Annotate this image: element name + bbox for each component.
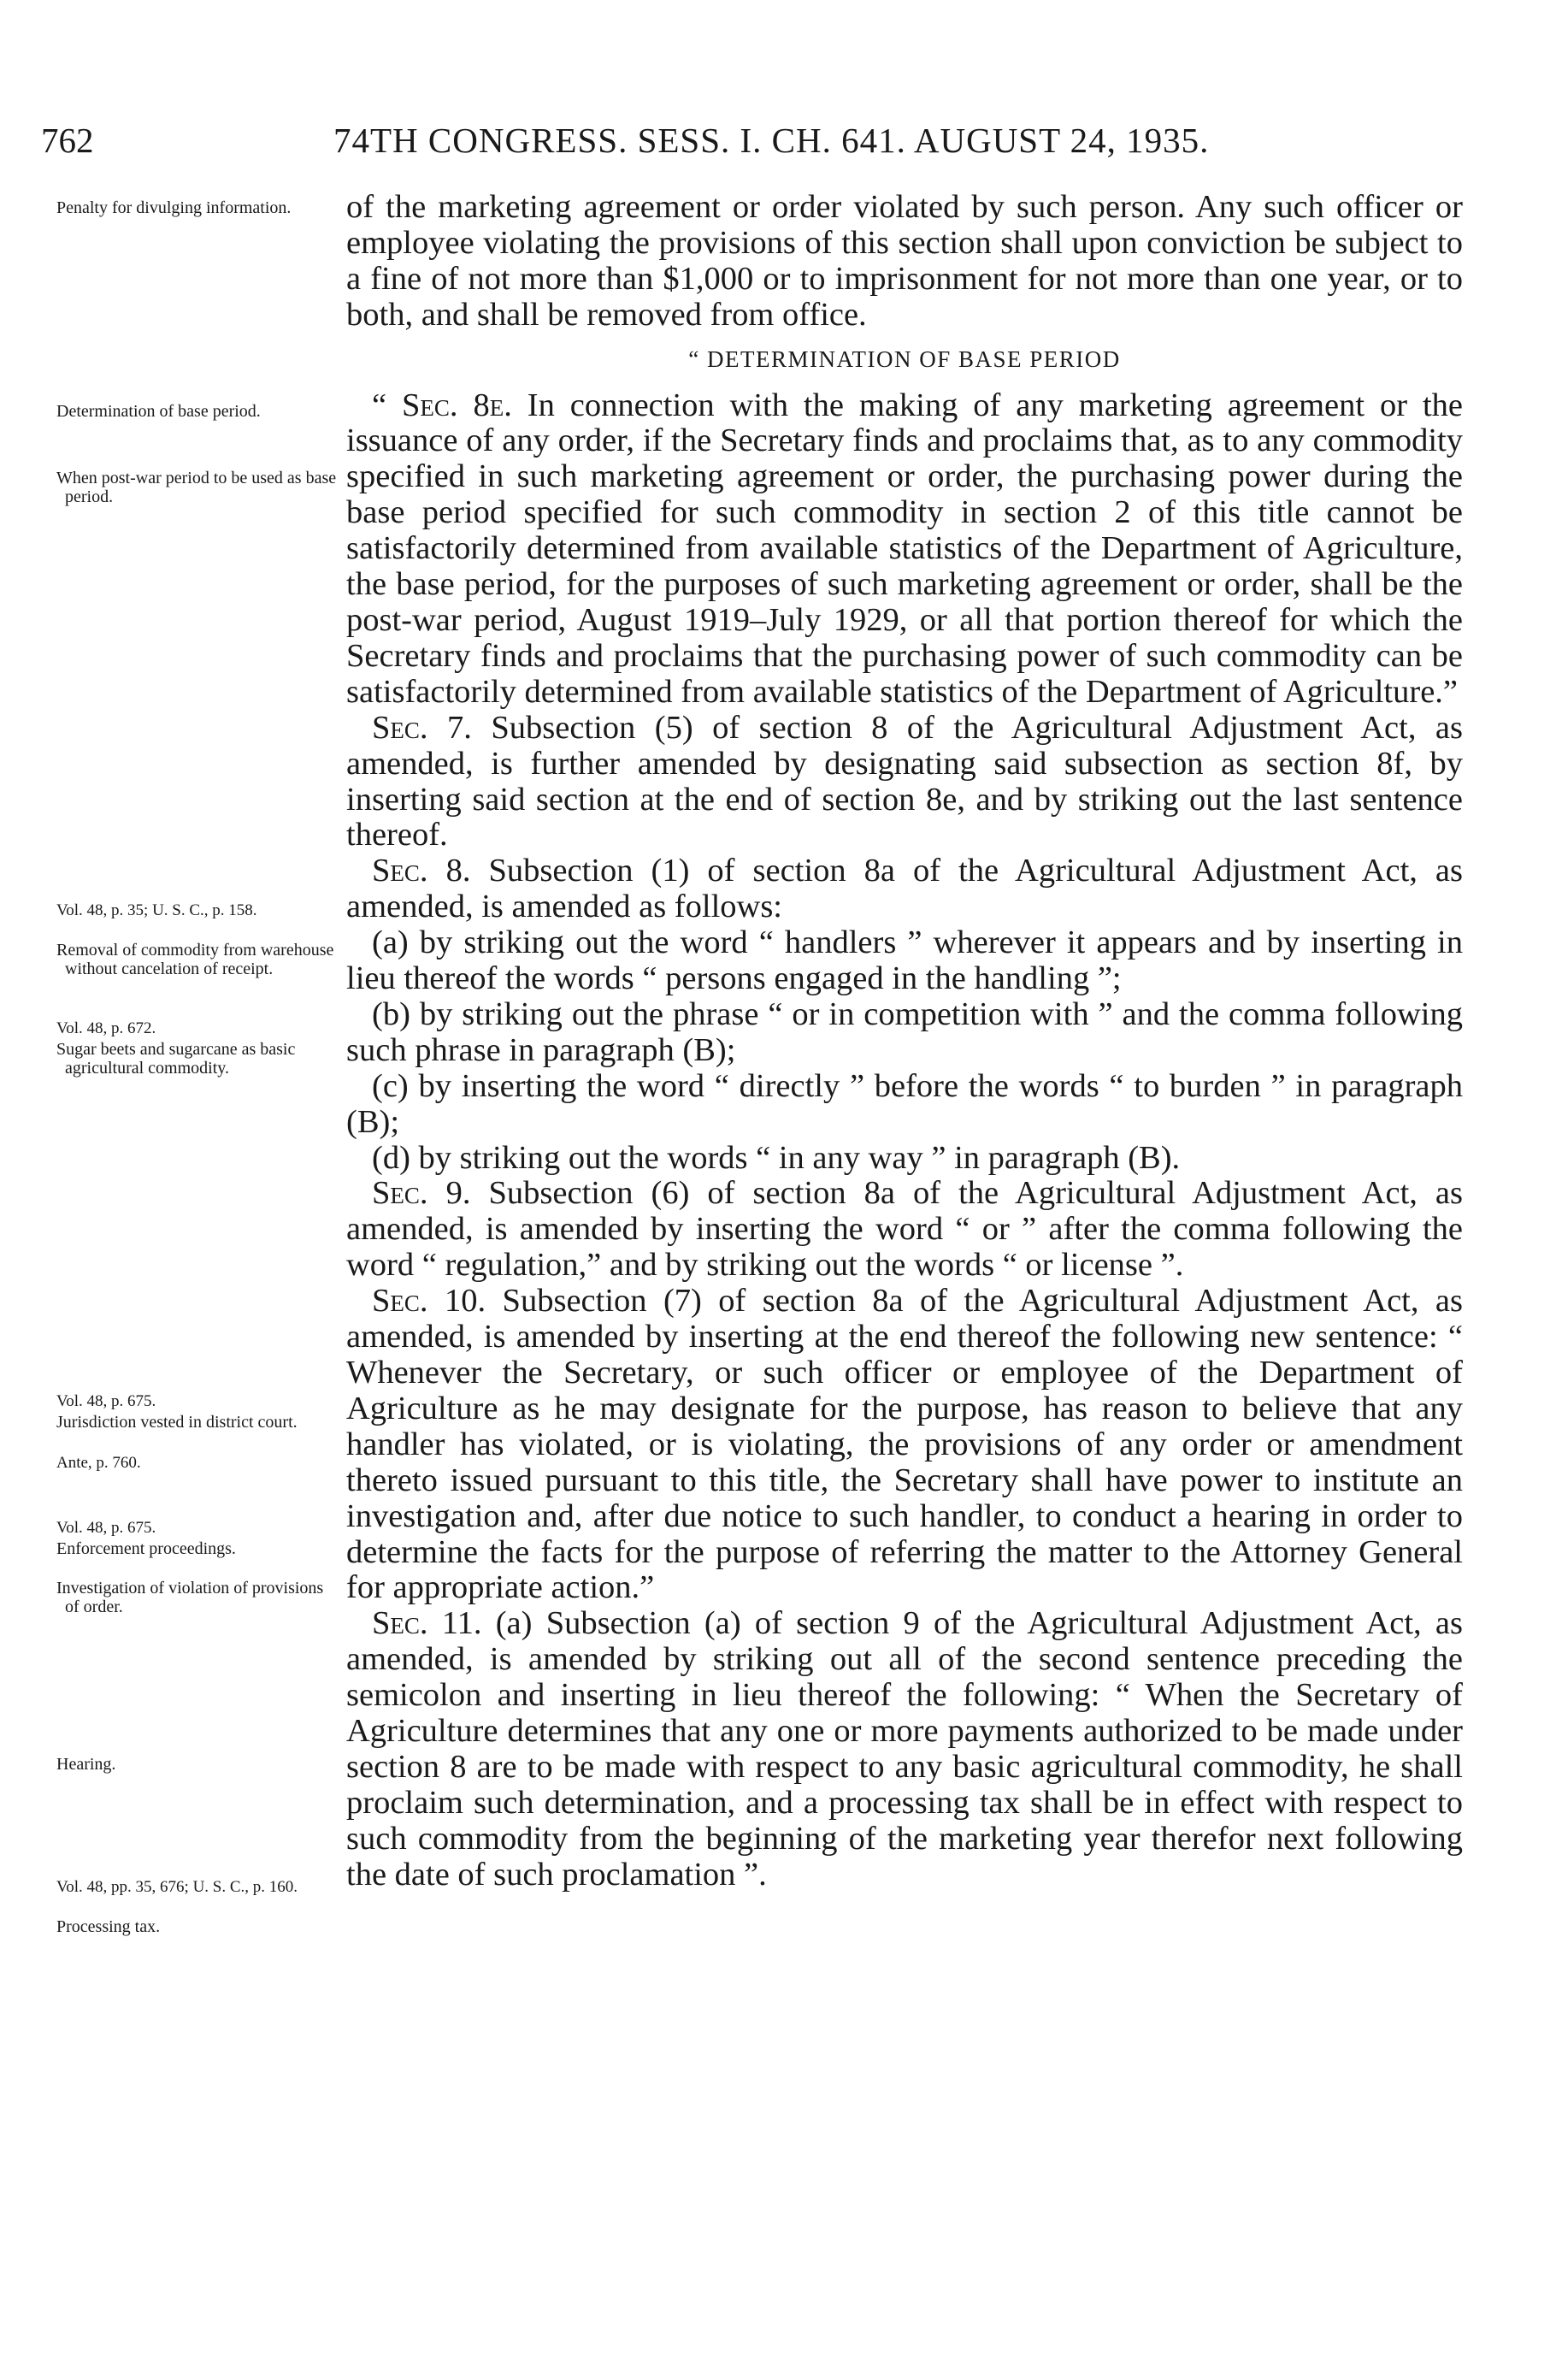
section-heading: “ DETERMINATION OF BASE PERIOD: [688, 345, 1121, 372]
margin-note-ante: Ante, p. 760.: [56, 1454, 141, 1472]
sec-7-text: Subsection (5) of section 8 of the Agricultural Adjustment Act, as amended, is further amended by designating said subsection as section 8f, by inserting said section at the end of section 8e, and by striking out the last sentence thereof.: [346, 709, 1463, 853]
paragraph-sec-9: [346, 1176, 1463, 1284]
sec-8e-text: In connection with the making of any marketing agreement or the issuance of any order, if the Secretary finds and proclaims that, as to any commodity specified in such marketing agreement or order, the purchasing power during the base period specified for such commodity in section 2 of this title cannot be satisfactorily determined from available statistics of the Department of Agriculture, the base period, for the purposes of such marketing agreement or order, shall be the post-war period, August 1919–July 1929, or all that portion thereof for which the Secretary finds and proclaims that the purchasing power of such commodity can be satisfactorily determined from available statistics of the Department of Agriculture.”: [346, 387, 1464, 710]
margin-note-vol48-p675-b: Vol. 48, p. 675.: [56, 1519, 156, 1537]
margin-note-investigation: Investigation of violation of provisions of order.: [56, 1579, 324, 1616]
sec-10-label: Sec. 10.: [372, 1283, 486, 1320]
margin-note-post-war: When post-war period to be used as base period.: [56, 469, 337, 506]
sec-11-label: Sec. 11.: [372, 1605, 482, 1642]
margin-note-removal: Removal of commodity from warehouse without cancelation of receipt.: [56, 941, 334, 978]
paragraph-sec-7: [346, 711, 1463, 854]
margin-note-hearing: Hearing.: [56, 1755, 116, 1774]
margin-note-vol48-p672: Vol. 48, p. 672.: [56, 1019, 156, 1037]
sec-7-label: Sec. 7.: [372, 709, 472, 746]
sec-11-text: (a) Subsection (a) of section 9 of the Agricultural Adjustment Act, as amended, is amended by striking out all of the second sentence preceding the semicolon and inserting in lieu thereof the following: “ When the Secretary of Agriculture determines that any one or more payments authorized to be made under section 8 are to be made with respect to any basic agricultural commodity, he shall proclaim such determination, and a processing tax shall be in effect with respect to such commodity from the beginning of the marketing year therefor next following the date of such proclamation ”.: [346, 1605, 1463, 1893]
clause-8a: (a) by striking out the word “ handlers ” wherever it appears and by inserting in lieu thereof the words “ persons engaged in the handling ”;: [346, 924, 1463, 997]
margin-note-sugar: Sugar beets and sugarcane as basic agricultural commodity.: [56, 1040, 296, 1078]
margin-note-jurisdiction: Jurisdiction vested in district court.: [56, 1413, 298, 1432]
paragraph-penalty: of the marketing agreement or order violated by such person. Any such officer or employee violating the provisions of this section shall upon conviction be subject to a fine of not more than $1,000 or to imprisonment for not more than one year, or to both, and shall be removed from office.: [346, 189, 1463, 333]
margin-note-processing-tax: Processing tax.: [56, 1917, 161, 1936]
sec-8-label: Sec. 8.: [372, 853, 471, 889]
sec-8-text: Subsection (1) of section 8a of the Agricultural Adjustment Act, as amended, is amended as follows:: [346, 853, 1464, 925]
clause-8c: (c) by inserting the word “ directly ” before the words “ to burden ” in paragraph (B);: [346, 1067, 1463, 1140]
margin-note-enforcement: Enforcement proceedings.: [56, 1539, 236, 1558]
margin-note-vol48-p675-a: Vol. 48, p. 675.: [56, 1392, 156, 1410]
clause-8d: (d) by striking out the words “ in any way ” in paragraph (B).: [372, 1139, 1181, 1176]
sec-8e-label: “ Sec. 8e.: [372, 387, 512, 423]
statute-body: [346, 190, 1463, 1893]
margin-note-vol48-pp35: Vol. 48, pp. 35, 676; U. S. C., p. 160.: [56, 1878, 298, 1896]
sec-9-text: Subsection (6) of section 8a of the Agricultural Adjustment Act, as amended, is amended by inserting the word “ or ” after the comma following the word “ regulation,” and by striking out the words “ or license ”.: [346, 1175, 1464, 1284]
paragraph-sec-11: [346, 1606, 1463, 1893]
paragraph-sec-10: [346, 1284, 1463, 1606]
paragraph-sec-8: [346, 853, 1463, 925]
margin-note-determination: Determination of base period.: [56, 402, 261, 421]
running-title: 74TH CONGRESS. SESS. I. CH. 641. AUGUST 24, 1935.: [333, 121, 1210, 160]
sec-10-text: Subsection (7) of section 8a of the Agricultural Adjustment Act, as amended, is amended by inserting at the end thereof the following new sentence: “ Whenever the Secretary, or such officer or employee of the Department of Agriculture as he may designate for the purpose, has reason to believe that any handler has violated, or is violating, the provisions of any order or amendment thereto issued pursuant to this title, the Secretary shall have power to institute an investigation and, after due notice to such handler, to conduct a hearing in order to determine the facts for the purpose of referring the matter to the Attorney General for appropriate action.”: [346, 1283, 1464, 1606]
clause-8b: (b) by striking out the phrase “ or in competition with ” and the comma following such phrase in paragraph (B);: [346, 995, 1463, 1068]
margin-note-vol48-p35: Vol. 48, p. 35; U. S. C., p. 158.: [56, 901, 257, 919]
page-number: 762: [41, 121, 94, 160]
margin-note-penalty: Penalty for divulging information.: [56, 198, 292, 217]
paragraph-sec-8e: [346, 388, 1463, 711]
sec-9-label: Sec. 9.: [372, 1175, 471, 1212]
